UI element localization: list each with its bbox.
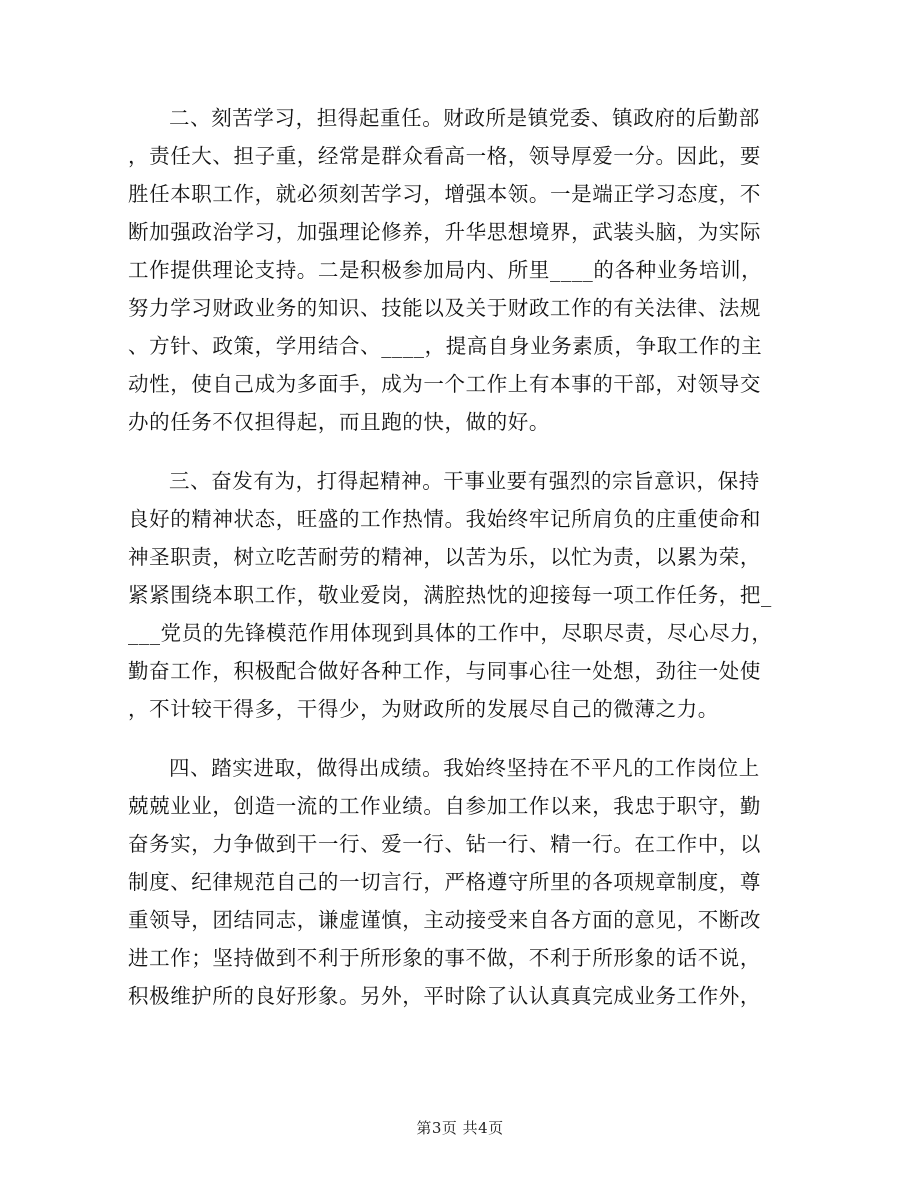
paragraph-3-spirit xyxy=(128,462,792,728)
text-line: 、方针、政策，学用结合、____，提高自身业务素质，争取工作的主 xyxy=(128,334,763,358)
text-line: 积极维护所的良好形象。另外，平时除了认认真真完成业务工作外， xyxy=(128,984,761,1008)
text-line: 动性，使自己成为多面手，成为一个工作上有本事的干部，对领导交 xyxy=(128,372,761,396)
text-line: ，不计较干得多，干得少，为财政所的发展尽自己的微薄之力。 xyxy=(128,697,719,721)
document-body xyxy=(128,99,792,1036)
text-line: 紧紧围绕本职工作，敬业爱岗，满腔热忱的迎接每一项工作任务，把_ xyxy=(128,583,772,607)
text-line: 制度、纪律规范自己的一切言行，严格遵守所里的各项规章制度，尊 xyxy=(128,870,761,894)
text-line: 兢兢业业，创造一流的工作业绩。自参加工作以来，我忠于职守，勤 xyxy=(128,794,761,818)
paragraph-4-achievement xyxy=(128,749,792,1015)
text-line: 努力学习财政业务的知识、技能以及关于财政工作的有关法律、法规 xyxy=(128,296,761,320)
text-line: 断加强政治学习，加强理论修养，升华思想境界，武装头脑，为实际 xyxy=(128,220,761,244)
text-line: 四、踏实进取，做得出成绩。我始终坚持在不平凡的工作岗位上 xyxy=(169,756,760,780)
text-line: 胜任本职工作，就必须刻苦学习，增强本领。一是端正学习态度，不 xyxy=(128,182,761,206)
text-line: 工作提供理论支持。二是积极参加局内、所里____的各种业务培训， xyxy=(128,258,763,282)
text-line: 重领导，团结同志，谦虚谨慎，主动接受来自各方面的意见，不断改 xyxy=(128,908,761,932)
paragraph-2-study xyxy=(128,99,792,441)
text-line: ，责任大、担子重，经常是群众看高一格，领导厚爱一分。因此，要 xyxy=(128,144,761,168)
page-number-footer: 第3页 共4页 xyxy=(416,1119,504,1137)
text-line: 勤奋工作，积极配合做好各种工作，与同事心往一处想，劲往一处使 xyxy=(128,659,761,683)
text-line: 三、奋发有为，打得起精神。干事业要有强烈的宗旨意识，保持 xyxy=(169,469,760,493)
text-line: ___党员的先锋模范作用体现到具体的工作中，尽职尽责，尽心尽力， xyxy=(128,621,773,645)
text-line: 办的任务不仅担得起，而且跑的快，做的好。 xyxy=(128,410,550,434)
text-line: 进工作；坚持做到不利于所形象的事不做，不利于所形象的话不说， xyxy=(128,946,761,970)
text-line: 良好的精神状态，旺盛的工作热情。我始终牢记所肩负的庄重使命和 xyxy=(128,507,761,531)
text-line: 神圣职责，树立吃苦耐劳的精神，以苦为乐，以忙为责，以累为荣， xyxy=(128,545,761,569)
text-line: 奋务实，力争做到干一行、爱一行、钻一行、精一行。在工作中，以 xyxy=(128,832,761,856)
text-line: 二、刻苦学习，担得起重任。财政所是镇党委、镇政府的后勤部 xyxy=(169,106,760,130)
